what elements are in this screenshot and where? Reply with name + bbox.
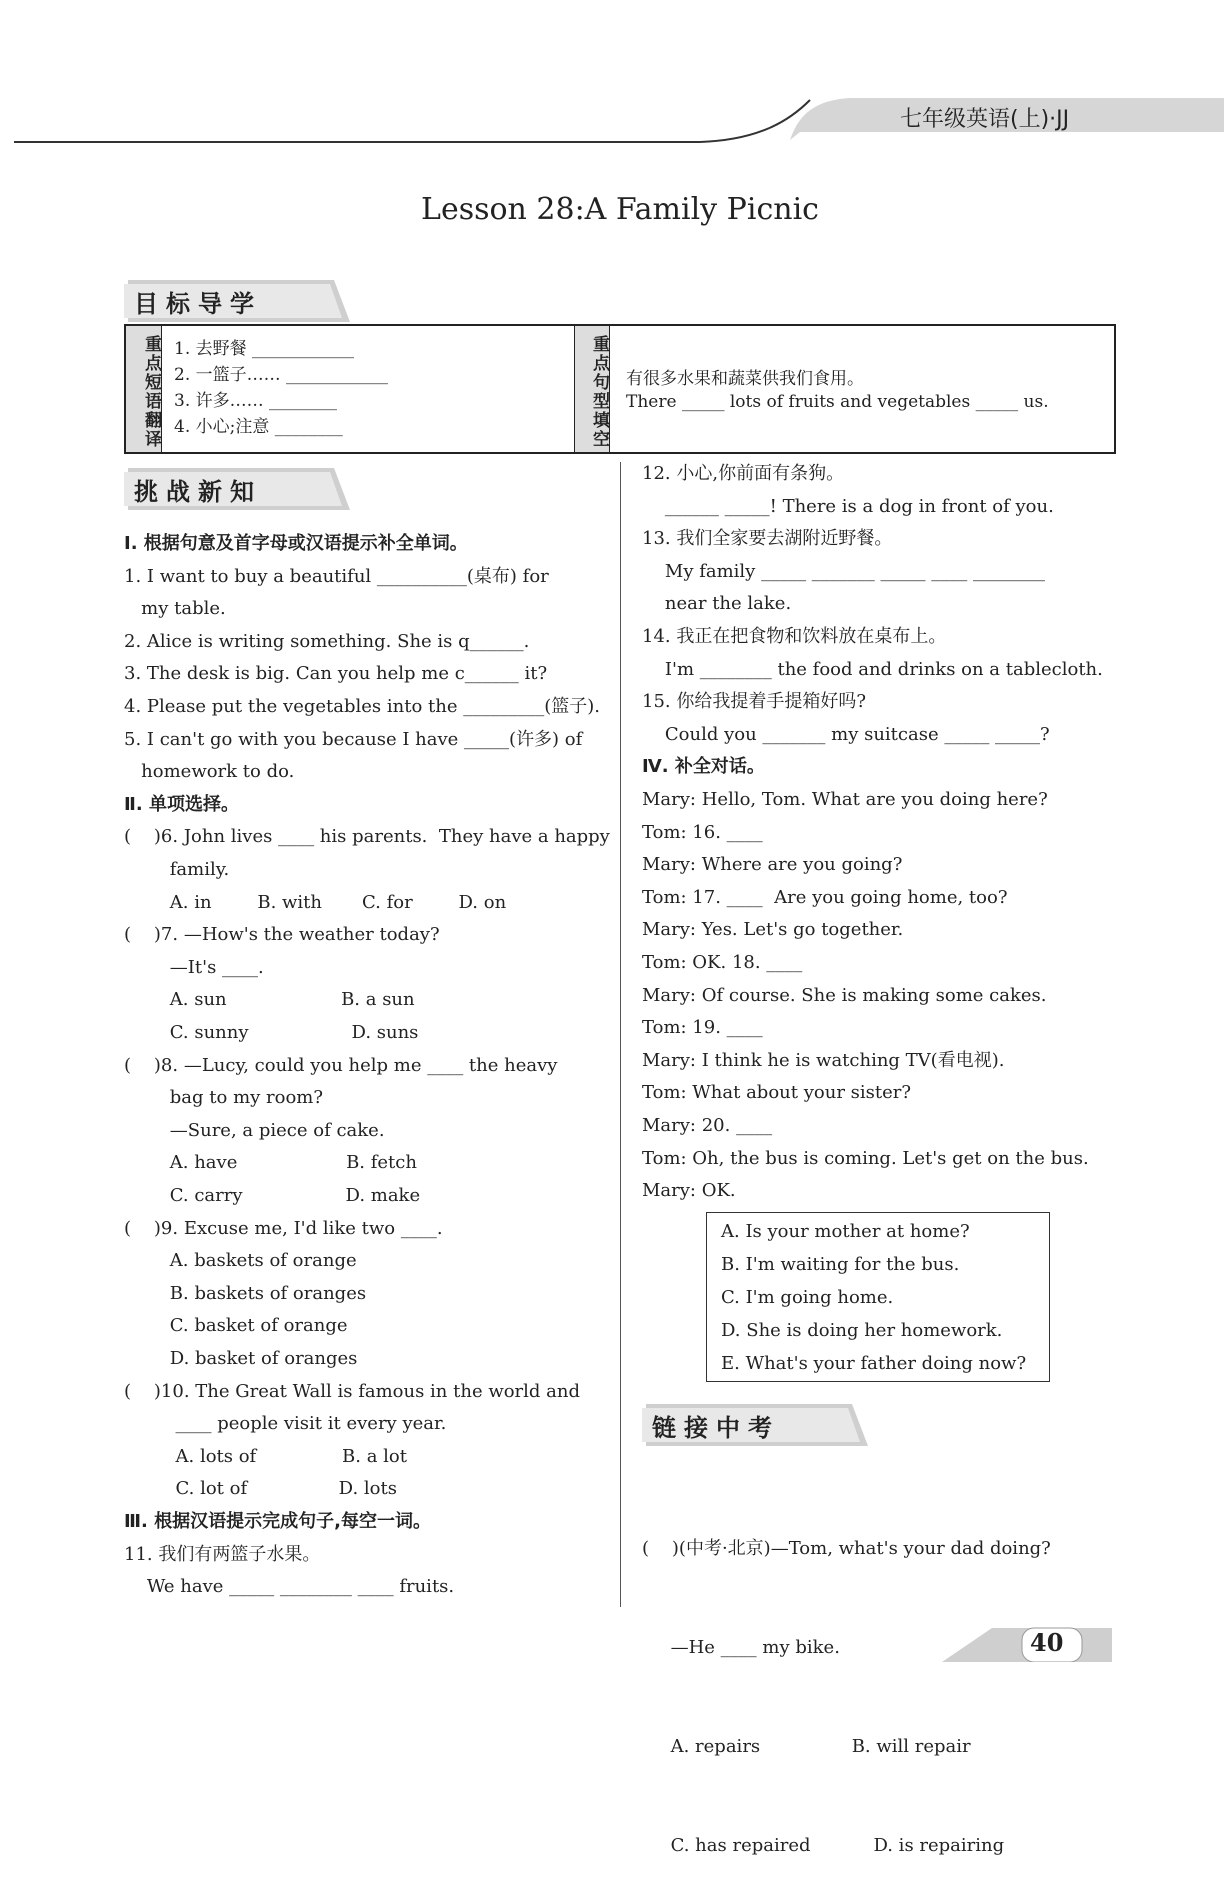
question-line: 3. The desk is big. Can you help me c______ it? xyxy=(124,663,548,685)
question-line: near the lake. xyxy=(642,593,792,615)
question-line: Mary: Yes. Let's go together. xyxy=(642,919,904,941)
question-line: —Sure, a piece of cake. xyxy=(124,1119,385,1141)
question-line: 2. Alice is writing something. She is q______. xyxy=(124,630,530,652)
header-decoration xyxy=(0,0,1224,160)
question-line: Mary: Of course. She is making some cakes. xyxy=(642,984,1047,1006)
dialogue-options-box xyxy=(706,1212,1050,1382)
section-heading: Ⅱ. 单项选择。 xyxy=(124,793,239,815)
question-line: A. have B. fetch xyxy=(124,1152,417,1174)
question-line: Tom: 17. ____ Are you going home, too? xyxy=(642,886,1008,908)
question-line: B. baskets of oranges xyxy=(124,1282,367,1304)
phrase-item: 4. 小心;注意 ________ xyxy=(174,417,343,437)
option-item: C. I'm going home. xyxy=(721,1287,894,1308)
page-number-decoration xyxy=(942,1626,1112,1662)
section-heading: Ⅳ. 补全对话。 xyxy=(642,756,765,778)
section-heading: Ⅰ. 根据句意及首字母或汉语提示补全单词。 xyxy=(124,533,468,554)
question-line: —It's ____. xyxy=(124,956,264,978)
question-line: Mary: OK. xyxy=(642,1180,736,1202)
question-line: 14. 我正在把食物和饮料放在桌布上。 xyxy=(642,626,947,647)
question-line: We have _____ ________ ____ fruits. xyxy=(124,1576,455,1598)
question-line: family. xyxy=(124,859,230,880)
question-line: A. sun B. a sun xyxy=(124,989,415,1011)
option-item: B. I'm waiting for the bus. xyxy=(721,1254,960,1275)
question-line: C. carry D. make xyxy=(124,1185,421,1206)
question-line: homework to do. xyxy=(124,761,295,783)
question-line: Tom: 19. ____ xyxy=(642,1017,763,1039)
question-line: my table. xyxy=(124,598,226,620)
question-line: C. sunny D. suns xyxy=(124,1022,419,1043)
question-line: 15. 你给我提着手提箱好吗? xyxy=(642,691,866,713)
goal-badge-label: 目标导学 xyxy=(134,290,262,318)
zhongkao-line: —He ____ my bike. xyxy=(642,1637,840,1658)
question-line: C. lot of D. lots xyxy=(124,1478,397,1500)
question-line: 1. I want to buy a beautiful __________(桌布) for xyxy=(124,565,549,587)
question-line: A. baskets of orange xyxy=(124,1250,357,1272)
column-divider xyxy=(620,462,621,1607)
question-line: Mary: Hello, Tom. What are you doing here? xyxy=(642,789,1048,810)
question-line: My family _____ _______ _____ ____ ________ xyxy=(642,560,1045,582)
question-line: Mary: 20. ____ xyxy=(642,1115,773,1136)
question-line: A. lots of B. a lot xyxy=(124,1445,407,1467)
phrase-item: 3. 许多…… ________ xyxy=(174,391,338,411)
sentence-header: 重点句型填空 xyxy=(574,326,610,452)
challenge-badge-label: 挑战新知 xyxy=(134,478,262,506)
book-title: 七年级英语(上)·JJ xyxy=(900,107,1070,132)
zhongkao-line: A. repairs B. will repair xyxy=(642,1736,971,1757)
phrase-header: 重点短语翻译 xyxy=(126,326,162,452)
question-line: 4. Please put the vegetables into the _________(篮子). xyxy=(124,696,600,717)
question-line: bag to my room? xyxy=(124,1087,324,1109)
lesson-title: Lesson 28:A Family Picnic xyxy=(421,192,819,227)
section-badge-link xyxy=(642,1404,868,1444)
question-line: Tom: Oh, the bus is coming. Let's get on the bus. xyxy=(642,1147,1089,1169)
question-line: Tom: 16. ____ xyxy=(642,821,763,843)
question-line: ____ people visit it every year. xyxy=(124,1413,447,1435)
question-line: 5. I can't go with you because I have _____(许多) of xyxy=(124,728,583,750)
phrase-item: 2. 一篮子…… ____________ xyxy=(174,365,389,385)
zhongkao-line: C. has repaired D. is repairing xyxy=(642,1835,1005,1856)
page-number: 40 xyxy=(1030,1628,1064,1657)
question-line: Tom: What about your sister? xyxy=(642,1082,912,1104)
question-line: ( )8. —Lucy, could you help me ____ the heavy xyxy=(124,1054,558,1076)
phrase-list xyxy=(174,336,388,440)
question-line: A. in B. with C. for D. on xyxy=(124,891,507,913)
question-line: 12. 小心,你前面有条狗。 xyxy=(642,463,845,484)
section-heading: Ⅲ. 根据汉语提示完成句子,每空一词。 xyxy=(124,1511,431,1532)
sentence-cn: 有很多水果和蔬菜供我们食用。 xyxy=(626,369,864,389)
question-line: D. basket of oranges xyxy=(124,1348,358,1369)
option-item: E. What's your father doing now? xyxy=(721,1353,1027,1374)
question-line: C. basket of orange xyxy=(124,1315,348,1337)
question-line: ______ _____! There is a dog in front of you. xyxy=(642,495,1054,517)
question-line: Mary: Where are you going? xyxy=(642,854,903,876)
zhongkao-question xyxy=(642,1466,1051,1895)
goal-table xyxy=(124,324,1116,454)
question-line: ( )7. —How's the weather today? xyxy=(124,924,440,946)
question-line: 11. 我们有两篮子水果。 xyxy=(124,1543,321,1565)
question-line: 13. 我们全家要去湖附近野餐。 xyxy=(642,528,893,550)
question-line: ( )10. The Great Wall is famous in the world and xyxy=(124,1380,581,1402)
question-line: Mary: I think he is watching TV(看电视). xyxy=(642,1049,1005,1071)
section-badge-goal xyxy=(124,280,350,320)
question-line: Tom: OK. 18. ____ xyxy=(642,952,803,973)
question-line: ( )6. John lives ____ his parents. They have a happy xyxy=(124,826,610,848)
option-item: D. She is doing her homework. xyxy=(721,1320,1003,1341)
link-badge-label: 链接中考 xyxy=(652,1414,780,1442)
question-line: I'm ________ the food and drinks on a tablecloth. xyxy=(642,658,1103,680)
question-line: Could you _______ my suitcase _____ _____? xyxy=(642,723,1050,745)
section-badge-challenge xyxy=(124,468,350,508)
question-line: ( )9. Excuse me, I'd like two ____. xyxy=(124,1217,443,1239)
sentence-en: There _____ lots of fruits and vegetables _____ us. xyxy=(626,392,1049,412)
zhongkao-line: ( )(中考·北京)—Tom, what's your dad doing? xyxy=(642,1538,1051,1559)
phrase-item: 1. 去野餐 ____________ xyxy=(174,339,355,359)
option-item: A. Is your mother at home? xyxy=(721,1221,970,1242)
